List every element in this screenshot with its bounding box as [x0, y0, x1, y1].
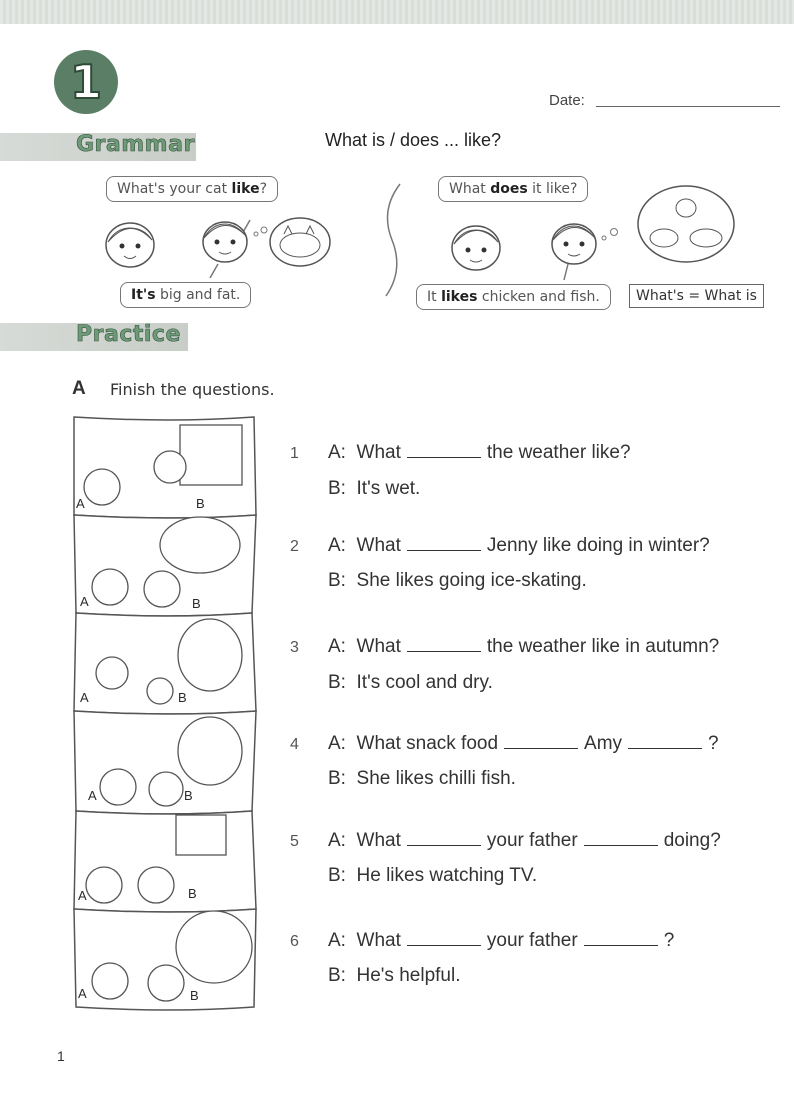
- bubble-text-post: it like?: [527, 181, 578, 197]
- question-line-a: [328, 830, 721, 852]
- contraction-note-box: What's = What is: [629, 284, 764, 308]
- boy-face-icon: [203, 222, 247, 262]
- question-text: Amy: [584, 733, 623, 754]
- section-instruction: Finish the questions.: [110, 380, 275, 399]
- bubble-text-pre: What: [449, 181, 491, 197]
- question-text: ?: [663, 930, 675, 951]
- question-text: your father: [486, 930, 578, 951]
- panel-label-a: A: [78, 888, 87, 903]
- question-text: your father: [486, 830, 578, 851]
- cat-thought-bubble-icon: [270, 218, 330, 266]
- question-line-a: [328, 733, 719, 755]
- rainy-window-icon: [180, 425, 242, 485]
- question-text: the weather like in autumn?: [486, 636, 720, 657]
- boy-face-icon: [552, 224, 596, 264]
- answer-blank[interactable]: [407, 844, 481, 846]
- question-text: What: [356, 830, 401, 851]
- panel-label-a: A: [80, 594, 89, 609]
- helping-thought-icon: [176, 911, 252, 983]
- speaker-label: B:: [328, 865, 346, 886]
- page-number: 1: [57, 1048, 65, 1064]
- question-text: ?: [708, 733, 719, 754]
- answer-line-b: [328, 478, 420, 500]
- panel-label-a: A: [78, 986, 87, 1001]
- speaker-label: A:: [328, 636, 346, 657]
- bubble-text-bold: does: [490, 181, 528, 197]
- question-text: the weather like?: [486, 442, 631, 463]
- speaker-label: B:: [328, 672, 346, 693]
- question-text: doing?: [663, 830, 721, 851]
- grammar-left-characters-illustration: [100, 212, 340, 278]
- grammar-heading: What is / does ... like?: [325, 130, 502, 150]
- tv-thought-icon: [176, 815, 226, 855]
- question-number: 1: [290, 445, 299, 462]
- speech-bubble-question-left: [106, 176, 278, 202]
- question-number: 4: [290, 736, 299, 753]
- question-text: What: [356, 535, 401, 556]
- question-text: Jenny like doing in winter?: [486, 535, 710, 556]
- bubble-text-bold: like: [231, 181, 260, 197]
- question-line-a: [328, 535, 710, 557]
- speech-bubble-answer-right: [416, 284, 611, 310]
- panel-label-b: B: [196, 496, 205, 511]
- answer-blank[interactable]: [628, 747, 702, 749]
- unit-number-badge: [54, 50, 118, 114]
- panel-label-b: B: [192, 596, 201, 611]
- answer-blank[interactable]: [584, 844, 658, 846]
- panel-label-b: B: [184, 788, 193, 803]
- question-text: What: [356, 636, 401, 657]
- answer-blank[interactable]: [584, 944, 658, 946]
- panel-label-a: A: [80, 690, 89, 705]
- question-line-a: [328, 930, 674, 952]
- speaker-label: A:: [328, 930, 346, 951]
- girl-face-icon: [106, 223, 154, 267]
- grammar-title: Grammar: [76, 132, 195, 157]
- question-number: 6: [290, 933, 299, 950]
- date-label: Date:: [549, 92, 585, 109]
- question-text: What snack food: [356, 733, 499, 754]
- answer-line-b: [328, 672, 493, 694]
- answer-text: He's helpful.: [356, 965, 461, 986]
- unit-number: 1: [69, 55, 102, 109]
- speaker-label: B:: [328, 965, 346, 986]
- speaker-label: A:: [328, 733, 346, 754]
- speaker-label: B:: [328, 570, 346, 591]
- answer-text: It's cool and dry.: [356, 672, 493, 693]
- panel-label-b: B: [190, 988, 199, 1003]
- bubble-text-pre: What's your cat: [117, 181, 232, 197]
- panel-label-a: A: [76, 496, 85, 511]
- answer-blank[interactable]: [407, 456, 481, 458]
- answer-text: She likes going ice-skating.: [356, 570, 587, 591]
- question-number: 3: [290, 639, 299, 656]
- question-text: What: [356, 930, 401, 951]
- date-field-line: [596, 106, 780, 107]
- bubble-text-bold: It's: [131, 287, 156, 303]
- bubble-text-post: ?: [259, 181, 267, 197]
- bubble-text-post: chicken and fish.: [477, 289, 600, 305]
- answer-text: It's wet.: [356, 478, 421, 499]
- answer-line-b: [328, 768, 516, 790]
- section-letter: A: [72, 378, 86, 399]
- answer-blank[interactable]: [504, 747, 578, 749]
- panel-label-a: A: [88, 788, 97, 803]
- answer-blank[interactable]: [407, 944, 481, 946]
- practice-title: Practice: [76, 322, 181, 347]
- speaker-label: A:: [328, 442, 346, 463]
- question-number: 5: [290, 833, 299, 850]
- answer-text: He likes watching TV.: [356, 865, 538, 886]
- panel-label-b: B: [178, 690, 187, 705]
- comic-strip-illustration: [70, 415, 260, 1011]
- question-line-a: [328, 636, 719, 658]
- question-text: What: [356, 442, 401, 463]
- answer-blank[interactable]: [407, 549, 481, 551]
- answer-text: She likes chilli fish.: [356, 768, 516, 789]
- speaker-label: B:: [328, 478, 346, 499]
- snack-thought-icon: [178, 717, 242, 785]
- answer-line-b: [328, 865, 537, 887]
- answer-line-b: [328, 570, 587, 592]
- bubble-text-pre: It: [427, 289, 442, 305]
- speaker-label: A:: [328, 535, 346, 556]
- top-decorative-band: [0, 0, 794, 24]
- speaker-label: A:: [328, 830, 346, 851]
- speech-bubble-answer-left: [120, 282, 251, 308]
- grammar-divider-bracket: [378, 180, 408, 300]
- panel-label-b: B: [188, 886, 197, 901]
- answer-blank[interactable]: [407, 650, 481, 652]
- question-line-a: [328, 442, 631, 464]
- question-number: 2: [290, 538, 299, 555]
- girl-face-icon: [452, 226, 500, 270]
- answer-line-b: [328, 965, 460, 987]
- bubble-text-bold: likes: [441, 289, 478, 305]
- ice-skating-thought-icon: [160, 517, 240, 573]
- bubble-text-post: big and fat.: [155, 287, 241, 303]
- autumn-thought-icon: [178, 619, 242, 691]
- speaker-label: B:: [328, 768, 346, 789]
- food-thought-bubble-icon: [638, 186, 734, 262]
- grammar-right-characters-illustration: [440, 178, 740, 282]
